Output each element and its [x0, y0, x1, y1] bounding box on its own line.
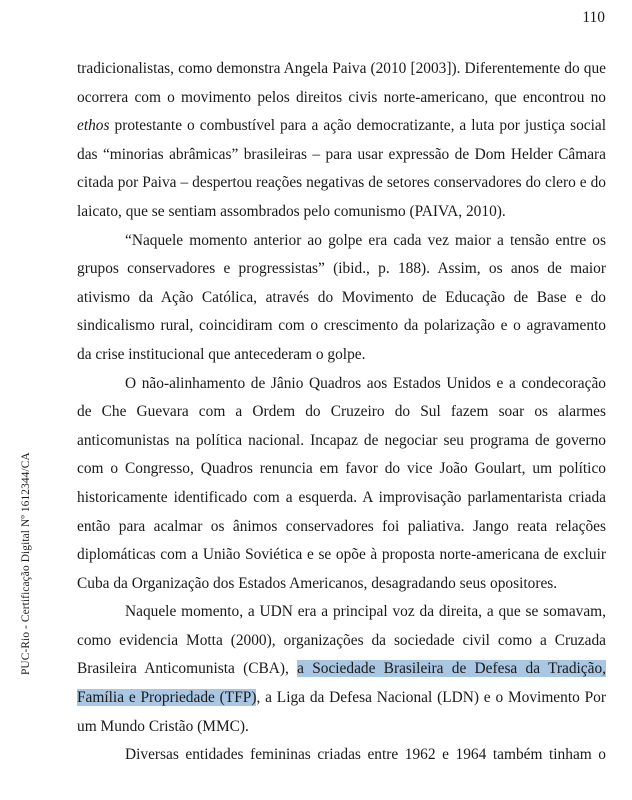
paragraph-1-text-start: tradicionalistas, como demonstra Angela Paiva (2010 [2003]). Diferentemente do que ocorrera com o movimento pelos direitos civis norte-americano, que encontrou no [77, 60, 606, 106]
document-body [77, 55, 606, 770]
paragraph-1-text-end: protestante o combustível para a ação democratizante, a luta por justiça social das “minorias abrâmicas” brasileiras – para usar expressão de Dom Helder Câmara citada por Paiva – despertou reações negativas de setores conservadores do clero e do laicato, que se sentiam assombrados pelo comunismo (PAIVA, 2010). [77, 117, 606, 220]
paragraph-4-text-end: , a Liga da Defesa Nacional (LDN) e o Movimento Por um Mundo Cristão (MMC). [77, 689, 606, 735]
paragraph-5: Diversas entidades femininas criadas entre 1962 e 1964 também tinham o [125, 746, 606, 764]
page-number: 110 [582, 9, 605, 26]
paragraph-1-italic-term: ethos [77, 117, 110, 135]
paragraph-4 [77, 598, 606, 741]
paragraph-2: “Naquele momento anterior ao golpe era cada vez maior a tensão entre os grupos conservadores e progressistas” (ibid., p. 188). Assim, os anos de maior ativismo da Ação Católica, através do Movimento de Educação de Base e do sindicalismo rural, coincidiram com o crescimento da polarização e o agravamento da crise institucional que antecederam o golpe. [77, 231, 606, 363]
certification-sidebar-text: PUC-Rio - Certificação Digital Nº 1612344/CA [20, 452, 32, 675]
paragraph-3: O não-alinhamento de Jânio Quadros aos Estados Unidos e a condecoração de Che Guevara com a Ordem do Cruzeiro do Sul fazem soar os alarmes anticomunistas na política nacional. Incapaz de negociar seu programa de governo com o Congresso, Quadros renuncia em favor do vice João Goulart, um político historicamente identificado com a esquerda. A improvisação parlamentarista criada então para acalmar os ânimos conservadores foi paliativa. Jango reata relações diplomáticas com a União Soviética e se opõe à proposta norte-americana de excluir Cuba da Organização dos Estados Americanos, desagradando seus opositores. [77, 374, 606, 592]
highlighted-text-selection[interactable]: a Sociedade Brasileira de Defesa da Tradição, Família e Propriedade (TFP) [77, 660, 607, 707]
paragraph-1 [77, 55, 606, 227]
paragraph-4-text-start: Naquele momento, a UDN era a principal voz da direita, a que se somavam, como evidencia Motta (2000), organizações da sociedade civil como a Cruzada Brasileira Anticomunista (CBA), [77, 603, 606, 678]
